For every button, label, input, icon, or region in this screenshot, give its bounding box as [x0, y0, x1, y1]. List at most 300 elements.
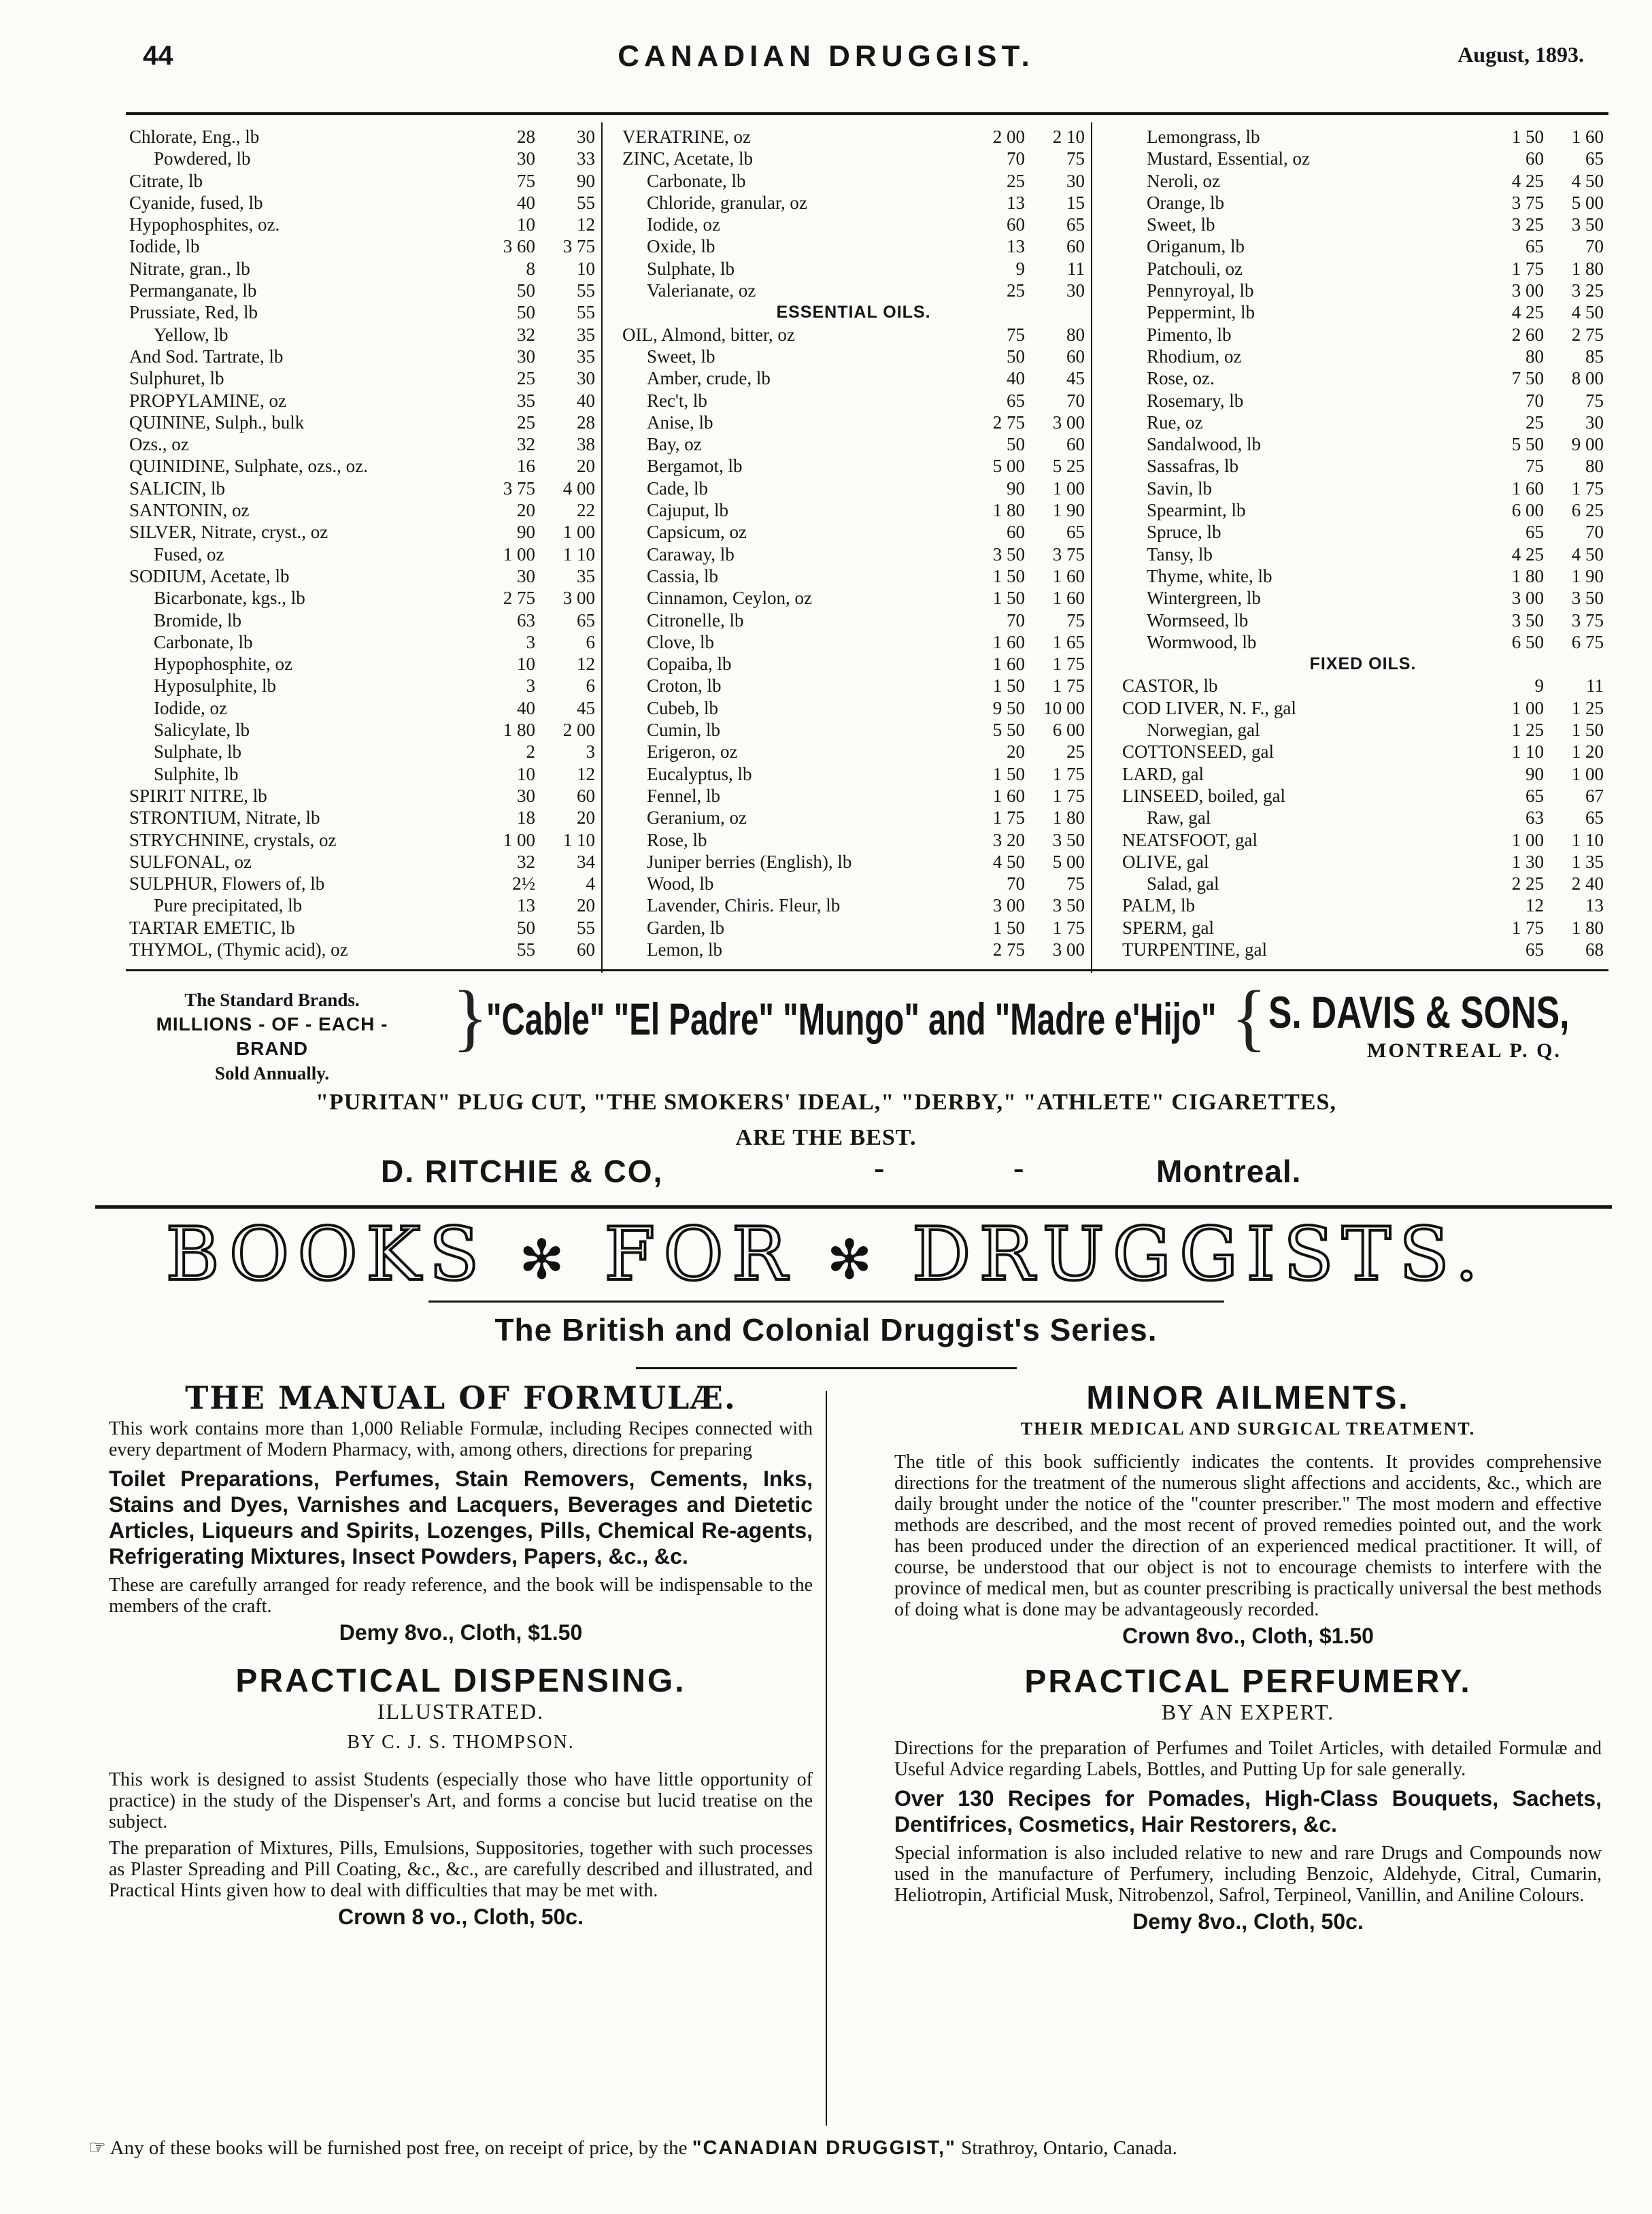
price-row — [129, 807, 595, 828]
price-high: 1 75 — [1052, 917, 1085, 938]
price-high: 38 — [577, 434, 595, 455]
price-high: 1 10 — [562, 829, 595, 850]
item-name: Rose, oz. — [1147, 368, 1215, 389]
price-high: 1 00 — [1571, 763, 1604, 784]
ailments-price: Crown 8vo., Cloth, $1.50 — [1122, 1624, 1374, 1648]
item-name: Savin, lb — [1147, 477, 1213, 499]
price-low: 1 30 — [1511, 851, 1544, 872]
price-column-1 — [129, 126, 595, 960]
price-row — [1122, 851, 1604, 873]
price-low: 65 — [1525, 785, 1544, 806]
price-row — [129, 543, 595, 565]
price-low: 75 — [1007, 324, 1025, 345]
price-row — [622, 675, 1085, 697]
price-low: 3 — [526, 631, 535, 652]
price-high: 1 25 — [1571, 697, 1604, 718]
price-row — [622, 894, 1085, 916]
price-low: 1 60 — [992, 631, 1025, 652]
price-row — [622, 653, 1085, 675]
price-low: 3 00 — [1511, 280, 1544, 301]
price-low: 35 — [517, 390, 535, 411]
price-low: 1 00 — [1511, 829, 1544, 850]
price-row — [129, 829, 595, 851]
price-low: 90 — [1007, 477, 1025, 499]
price-row — [622, 477, 1085, 499]
price-high: 1 50 — [1571, 720, 1604, 741]
banner-rule — [428, 1301, 1224, 1303]
price-high: 5 25 — [1052, 456, 1085, 477]
item-name: Hypophosphites, oz. — [129, 214, 280, 235]
item-name: Salad, gal — [1147, 873, 1219, 894]
item-name: Patchouli, oz — [1147, 258, 1243, 279]
price-low: 3 75 — [1511, 192, 1544, 213]
dispensing-illustrated: ILLUSTRATED. — [377, 1699, 545, 1724]
price-row — [129, 148, 595, 169]
ailments-subtitle: THEIR MEDICAL AND SURGICAL TREATMENT. — [1020, 1419, 1476, 1439]
price-low: 6 00 — [1511, 500, 1544, 521]
price-low: 40 — [517, 697, 535, 718]
for-word: FOR — [604, 1212, 796, 1297]
series-title: The British and Colonial Druggist's Series. — [494, 1312, 1158, 1347]
price-low: 2½ — [512, 873, 535, 894]
price-low: 1 00 — [503, 829, 535, 850]
price-low: 40 — [1007, 368, 1025, 389]
dispensing-details: The preparation of Mixtures, Pills, Emulsions, Suppositories, together with such processes as Plaster Spreading and Pill Coating, &c., &c., are carefully described and illustrated, and Practical Hints given how to deal with difficulties that may be met with. — [109, 1838, 813, 1901]
price-high: 4 50 — [1571, 170, 1604, 191]
item-name: Hypophosphite, oz — [154, 654, 292, 675]
price-low: 1 50 — [992, 565, 1025, 586]
price-row — [622, 587, 1085, 609]
item-name: Sulphate, lb — [647, 258, 735, 279]
price-row — [622, 280, 1085, 301]
item-name: Fennel, lb — [647, 785, 720, 806]
druggists-word: DRUGGISTS. — [911, 1212, 1487, 1297]
price-row — [129, 433, 595, 455]
price-low: 1 50 — [992, 763, 1025, 784]
price-row — [622, 126, 1085, 148]
davis-ad-left — [122, 988, 422, 1086]
price-low: 4 25 — [1511, 543, 1544, 565]
price-row — [1122, 258, 1604, 280]
item-name: Geranium, oz — [647, 807, 747, 828]
price-row — [622, 609, 1085, 631]
asterisk-ornament-icon: ✻ — [826, 1228, 881, 1292]
price-row — [1122, 477, 1604, 499]
issue-date: August, 1893. — [1457, 42, 1584, 67]
price-high: 12 — [577, 214, 595, 235]
item-name: Orange, lb — [1147, 192, 1224, 213]
price-row — [1122, 412, 1604, 433]
price-low: 3 25 — [1511, 214, 1544, 235]
davis-company: S. DAVIS & SONS, — [1268, 987, 1570, 1037]
price-high: 60 — [1066, 236, 1085, 257]
books-word: BOOKS — [165, 1212, 488, 1297]
price-high: 70 — [1066, 390, 1085, 411]
price-row — [622, 214, 1085, 235]
price-low: 1 00 — [1511, 697, 1544, 718]
price-row — [622, 763, 1085, 785]
brace-right: { — [1231, 975, 1267, 1058]
price-high: 5 00 — [1052, 851, 1085, 872]
price-low: 2 75 — [992, 412, 1025, 433]
price-row — [129, 499, 595, 521]
price-high: 80 — [1585, 456, 1604, 477]
price-low: 4 50 — [992, 851, 1025, 872]
price-high: 22 — [577, 500, 595, 521]
price-high: 30 — [577, 127, 595, 147]
price-row — [1122, 719, 1604, 741]
ritchie-line-2: ARE THE BEST. — [735, 1125, 917, 1150]
section-heading: FIXED OILS. — [1309, 654, 1417, 674]
ritchie-company: D. RITCHIE & CO, — [381, 1154, 664, 1189]
item-name: Anise, lb — [647, 412, 713, 433]
price-high: 35 — [577, 346, 595, 367]
price-low: 80 — [1525, 346, 1544, 367]
price-row — [1122, 390, 1604, 412]
item-name: SILVER, Nitrate, cryst., oz — [129, 522, 328, 543]
dispensing-heading: PRACTICAL DISPENSING. — [235, 1663, 686, 1699]
price-high: 2 00 — [562, 720, 595, 741]
price-row — [622, 631, 1085, 653]
item-name: Clove, lb — [647, 631, 714, 652]
dash: - — [874, 1150, 885, 1185]
price-row — [1122, 543, 1604, 565]
footer-note — [88, 2136, 1177, 2160]
item-name: LINSEED, boiled, gal — [1122, 785, 1285, 806]
ritchie-city: Montreal. — [1156, 1154, 1302, 1189]
price-low: 13 — [517, 895, 535, 916]
item-name: CASTOR, lb — [1122, 675, 1218, 697]
item-name: Croton, lb — [647, 675, 722, 697]
price-high: 3 00 — [562, 588, 595, 609]
item-name: SANTONIN, oz — [129, 500, 250, 521]
price-high: 11 — [1067, 258, 1085, 279]
price-high: 75 — [1066, 873, 1085, 894]
price-row — [622, 235, 1085, 257]
price-low: 5 50 — [1511, 434, 1544, 455]
price-low: 5 50 — [992, 720, 1025, 741]
price-row — [129, 785, 595, 807]
item-name: Rue, oz — [1147, 412, 1203, 433]
price-high: 34 — [577, 851, 595, 872]
dispensing-price: Crown 8 vo., Cloth, 50c. — [338, 1905, 584, 1929]
price-low: 10 — [517, 214, 535, 235]
price-row — [1122, 609, 1604, 631]
price-high: 1 10 — [1571, 829, 1604, 850]
price-high: 2 75 — [1571, 324, 1604, 345]
price-low: 55 — [517, 939, 535, 960]
price-high: 1 75 — [1052, 785, 1085, 806]
price-high: 80 — [1066, 324, 1085, 345]
price-low: 1 60 — [1511, 477, 1544, 499]
price-row — [622, 455, 1085, 477]
price-low: 3 50 — [1511, 609, 1544, 631]
price-row — [1122, 455, 1604, 477]
price-low: 1 25 — [1511, 720, 1544, 741]
item-name: TURPENTINE, gal — [1122, 939, 1267, 960]
item-name: Wormwood, lb — [1147, 631, 1257, 652]
price-low: 70 — [1007, 873, 1025, 894]
price-high: 13 — [1585, 895, 1604, 916]
price-high: 20 — [577, 456, 595, 477]
price-high: 3 — [586, 741, 595, 762]
price-high: 1 80 — [1052, 807, 1085, 828]
item-name: OLIVE, gal — [1122, 851, 1209, 872]
price-high: 5 00 — [1571, 192, 1604, 213]
dispensing-description: This work is designed to assist Students (especially those who have little opportunity of practice) in the study of the Dispenser's Art, and forms a concise but lucid treatise on the subject. — [109, 1769, 813, 1832]
price-low: 3 00 — [992, 895, 1025, 916]
item-name: Permanganate, lb — [129, 280, 257, 301]
price-low: 70 — [1007, 609, 1025, 631]
price-row — [129, 565, 595, 587]
price-low: 30 — [517, 565, 535, 586]
item-name: Bay, oz — [647, 434, 702, 455]
price-column-2 — [622, 126, 1085, 960]
price-low: 2 25 — [1511, 873, 1544, 894]
price-low: 6 50 — [1511, 631, 1544, 652]
footer-text: ☞ Any of these books will be furnished post free, on receipt of price, by the — [88, 2137, 688, 2159]
price-low: 60 — [1007, 522, 1025, 543]
price-high: 6 25 — [1571, 500, 1604, 521]
price-low: 5 00 — [992, 456, 1025, 477]
item-name: Amber, crude, lb — [647, 368, 771, 389]
page-number: 44 — [143, 41, 173, 71]
perfumery-author: BY AN EXPERT. — [1161, 1700, 1335, 1724]
cigar-brands: "Cable" "El Padre" "Mungo" and "Madre e'Hijo" — [486, 994, 1217, 1044]
price-low: 3 — [526, 675, 535, 697]
price-row — [622, 741, 1085, 762]
item-name: Sandalwood, lb — [1147, 434, 1261, 455]
price-low: 13 — [1007, 192, 1025, 213]
price-row — [129, 235, 595, 257]
price-high: 35 — [577, 565, 595, 586]
item-name: Ozs., oz — [129, 434, 189, 455]
price-row — [1122, 873, 1604, 894]
price-low: 50 — [1007, 434, 1025, 455]
item-name: PROPYLAMINE, oz — [129, 390, 287, 411]
books-column-divider — [826, 1391, 827, 2126]
price-row — [1122, 807, 1604, 828]
price-row — [129, 367, 595, 389]
price-high: 3 25 — [1571, 280, 1604, 301]
price-high: 65 — [1066, 214, 1085, 235]
price-low: 10 — [517, 654, 535, 675]
price-row — [129, 170, 595, 192]
item-name: STRYCHNINE, crystals, oz — [129, 829, 337, 850]
price-low: 2 00 — [992, 127, 1025, 147]
item-name: Chloride, granular, oz — [647, 192, 807, 213]
price-high: 4 — [586, 873, 595, 894]
price-high: 1 90 — [1052, 500, 1085, 521]
perfumery-heading: PRACTICAL PERFUMERY. — [1024, 1664, 1472, 1700]
price-high: 1 80 — [1571, 258, 1604, 279]
item-name: Prussiate, Red, lb — [129, 302, 258, 323]
price-high: 1 90 — [1571, 565, 1604, 586]
price-row — [129, 894, 595, 916]
price-low: 75 — [517, 170, 535, 191]
item-name: Caraway, lb — [647, 543, 735, 565]
price-high: 3 50 — [1052, 829, 1085, 850]
ritchie-ad-text — [0, 1085, 1652, 1156]
item-name: Citronelle, lb — [647, 609, 744, 631]
price-low: 65 — [1007, 390, 1025, 411]
price-row — [622, 499, 1085, 521]
item-name: And Sod. Tartrate, lb — [129, 346, 284, 367]
item-name: Eucalyptus, lb — [647, 763, 752, 784]
item-name: Salicylate, lb — [154, 720, 250, 741]
item-name: STRONTIUM, Nitrate, lb — [129, 807, 320, 828]
price-high: 60 — [1066, 434, 1085, 455]
price-low: 3 20 — [992, 829, 1025, 850]
price-high: 1 75 — [1052, 763, 1085, 784]
price-row — [1122, 741, 1604, 762]
item-name: Cassia, lb — [647, 565, 718, 586]
ailments-description: The title of this book sufficiently indicates the contents. It provides comprehensive directions for the treatment of the numerous slight affections and accidents, &c., which are daily brought under the notice of the "counter prescriber." The most modern and effective methods are described, and the most recent of proved remedies pointed out, and the work has been produced under the direction of an experienced medical practitioner. It will, of course, be understood that our object is not to encourage chemists to interfere with the province of medical men, but as counter prescribing is practically universal the best methods of doing what is done may be advantageously recorded. — [894, 1452, 1602, 1620]
item-name: Cajuput, lb — [647, 500, 728, 521]
item-name: Oxide, lb — [647, 236, 715, 257]
price-low: 50 — [517, 302, 535, 323]
item-name: Rec't, lb — [647, 390, 707, 411]
price-low: 60 — [1007, 214, 1025, 235]
price-row — [1122, 367, 1604, 389]
price-row — [1122, 214, 1604, 235]
price-low: 3 60 — [503, 236, 535, 257]
price-row — [129, 214, 595, 235]
price-high: 3 75 — [1571, 609, 1604, 631]
price-row — [129, 258, 595, 280]
column-divider — [601, 122, 603, 973]
price-row — [622, 719, 1085, 741]
price-row — [622, 543, 1085, 565]
item-name: Sweet, lb — [1147, 214, 1215, 235]
price-row — [622, 697, 1085, 719]
price-row — [1122, 499, 1604, 521]
price-low: 75 — [1525, 456, 1544, 477]
price-low: 3 00 — [1511, 588, 1544, 609]
price-high: 1 10 — [562, 543, 595, 565]
price-high: 1 60 — [1571, 127, 1604, 147]
item-name: Sweet, lb — [647, 346, 715, 367]
price-high: 1 75 — [1571, 477, 1604, 499]
price-row — [1122, 126, 1604, 148]
price-row — [622, 873, 1085, 894]
item-name: Peppermint, lb — [1147, 302, 1255, 323]
item-name: SULPHUR, Flowers of, lb — [129, 873, 325, 894]
item-name: Wormseed, lb — [1147, 609, 1249, 631]
price-high: 65 — [577, 609, 595, 631]
item-name: Wintergreen, lb — [1147, 588, 1261, 609]
price-high: 55 — [577, 917, 595, 938]
price-row — [1122, 763, 1604, 785]
item-name: Pure precipitated, lb — [154, 895, 303, 916]
item-name: SULFONAL, oz — [129, 851, 252, 872]
price-row — [622, 851, 1085, 873]
price-low: 25 — [1007, 280, 1025, 301]
price-high: 20 — [577, 895, 595, 916]
item-name: OIL, Almond, bitter, oz — [622, 324, 795, 345]
books-right-column — [894, 1380, 1602, 1934]
price-low: 70 — [1525, 390, 1544, 411]
price-row — [1122, 521, 1604, 543]
price-row — [1122, 917, 1604, 939]
price-low: 1 75 — [1511, 917, 1544, 938]
price-high: 3 00 — [1052, 412, 1085, 433]
item-name: Bergamot, lb — [647, 456, 743, 477]
price-low: 65 — [1525, 236, 1544, 257]
price-low: 32 — [517, 434, 535, 455]
price-high: 1 35 — [1571, 851, 1604, 872]
ritchie-line-1: "PURITAN" PLUG CUT, "THE SMOKERS' IDEAL," "DERBY," "ATHLETE" CIGARETTES, — [316, 1090, 1336, 1115]
price-low: 3 75 — [503, 477, 535, 499]
item-name: Garden, lb — [647, 917, 724, 938]
price-row — [129, 455, 595, 477]
price-low: 1 50 — [992, 588, 1025, 609]
price-low: 90 — [1525, 763, 1544, 784]
price-low: 18 — [517, 807, 535, 828]
price-list-bottom-rule — [126, 969, 1608, 971]
item-name: COD LIVER, N. F., gal — [1122, 697, 1296, 718]
manual-price: Demy 8vo., Cloth, $1.50 — [339, 1620, 583, 1645]
price-row — [129, 653, 595, 675]
price-low: 1 00 — [503, 543, 535, 565]
price-high: 11 — [1586, 675, 1604, 697]
price-row — [622, 521, 1085, 543]
price-high: 35 — [577, 324, 595, 345]
price-row — [622, 433, 1085, 455]
price-low: 25 — [517, 412, 535, 433]
price-low: 1 75 — [992, 807, 1025, 828]
item-name: NEATSFOOT, gal — [1122, 829, 1258, 850]
item-name: Carbonate, lb — [154, 631, 253, 652]
price-row — [129, 126, 595, 148]
price-row — [622, 807, 1085, 828]
price-row — [1122, 280, 1604, 301]
price-high: 60 — [1066, 346, 1085, 367]
item-name: Thyme, white, lb — [1147, 565, 1272, 586]
series-rule — [636, 1367, 1017, 1369]
price-high: 33 — [577, 148, 595, 169]
price-row — [622, 390, 1085, 412]
price-row — [622, 412, 1085, 433]
price-high: 40 — [577, 390, 595, 411]
price-high: 70 — [1585, 522, 1604, 543]
dispensing-author: BY C. J. S. THOMPSON. — [347, 1732, 575, 1753]
item-name: Rhodium, oz — [1147, 346, 1242, 367]
price-row — [129, 719, 595, 741]
price-high: 45 — [1066, 368, 1085, 389]
price-row — [129, 346, 595, 367]
item-name: ZINC, Acetate, lb — [622, 148, 753, 169]
price-high: 12 — [577, 763, 595, 784]
price-low: 10 — [517, 763, 535, 784]
price-high: 4 50 — [1571, 543, 1604, 565]
price-high: 55 — [577, 302, 595, 323]
price-row — [622, 785, 1085, 807]
price-row — [1122, 894, 1604, 916]
standard-brands-label: The Standard Brands. — [184, 990, 360, 1010]
price-low: 1 60 — [992, 654, 1025, 675]
price-high: 6 75 — [1571, 631, 1604, 652]
price-high: 75 — [1066, 609, 1085, 631]
price-high: 4 00 — [562, 477, 595, 499]
item-name: Cinnamon, Ceylon, oz — [647, 588, 812, 609]
price-low: 13 — [1007, 236, 1025, 257]
price-low: 1 50 — [992, 917, 1025, 938]
price-row — [129, 477, 595, 499]
sold-annually-label: Sold Annually. — [214, 1063, 330, 1084]
price-high: 3 75 — [1052, 543, 1085, 565]
price-row — [622, 148, 1085, 169]
